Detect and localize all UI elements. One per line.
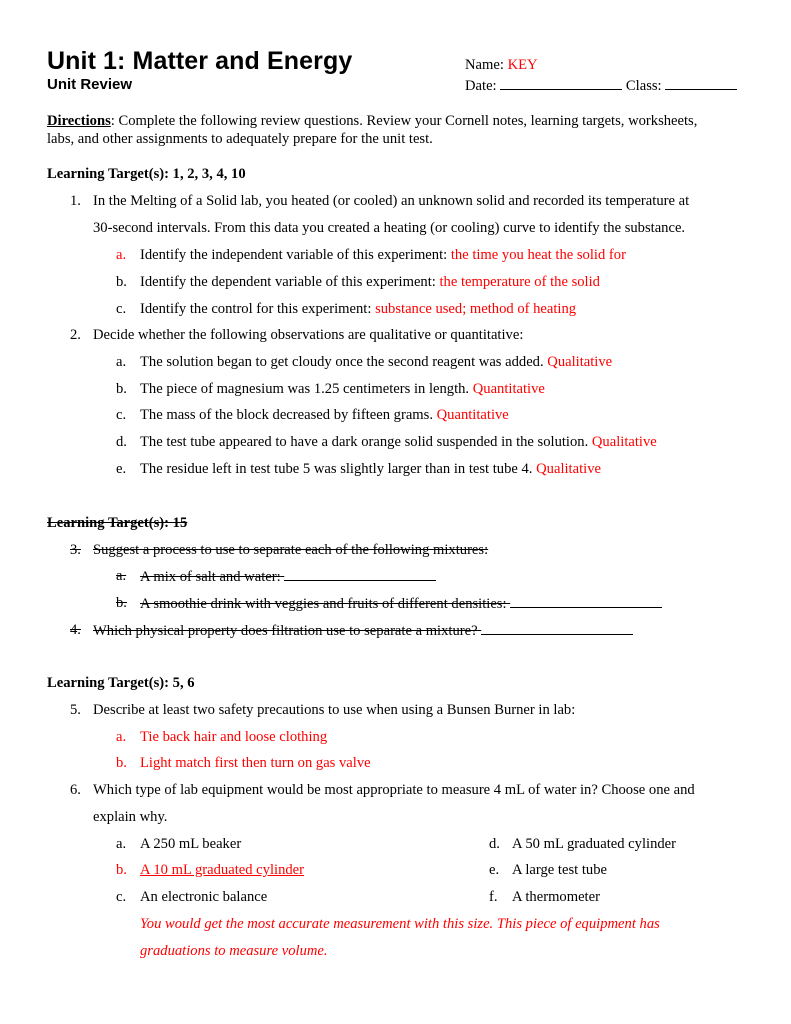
q3-item-blank	[510, 595, 662, 608]
q3-item-b	[140, 595, 662, 613]
q2-item-d	[140, 434, 657, 451]
question-3-number: 3.	[70, 542, 81, 558]
q2-item-answer: Qualitative	[591, 434, 657, 450]
directions-label: Directions	[47, 113, 111, 129]
q5-answer-b: Light match first then turn on gas valve	[140, 755, 371, 771]
class-label: Class:	[625, 78, 662, 94]
q2-item-answer: Qualitative	[547, 354, 613, 370]
q1-item-text: Identify the dependent variable of this experiment:	[140, 274, 436, 290]
q1-item-answer: the temperature of the solid	[439, 274, 600, 290]
question-6-text-line2: explain why.	[93, 809, 168, 825]
question-1-text-line1: In the Melting of a Solid lab, you heated (or cooled) an unknown solid and recorded its temperature at	[93, 193, 690, 209]
q6-option-e: A large test tube	[512, 862, 607, 878]
question-6-text-line1: Which type of lab equipment would be most appropriate to measure 4 mL of water in? Choose one and	[93, 782, 695, 798]
q5-answer-a: Tie back hair and loose clothing	[140, 729, 328, 745]
q1-item-a	[140, 247, 626, 264]
q3-item-letter: b.	[116, 595, 127, 611]
q3-item-blank	[284, 568, 436, 581]
question-4-text: Which physical property does filtration use to separate a mixture?	[93, 623, 478, 639]
q2-item-letter: c.	[116, 407, 127, 423]
q6-option-letter: f.	[489, 889, 498, 905]
q5-item-letter: b.	[116, 755, 127, 771]
question-6-number: 6.	[70, 782, 81, 798]
question-1-text-line2: 30-second intervals. From this data you created a heating (or cooling) curve to identify the substance.	[93, 220, 686, 236]
date-class-field	[465, 77, 737, 95]
question-4	[93, 622, 633, 640]
q1-item-letter: b.	[116, 274, 127, 290]
directions-text-line1: : Complete the following review questions. Review your Cornell notes, learning targets, worksheets,	[110, 113, 698, 129]
page-subtitle: Unit Review	[47, 76, 133, 93]
name-field	[465, 57, 538, 74]
q2-item-text: The solution began to get cloudy once the second reagent was added.	[140, 354, 544, 370]
q6-option-f: A thermometer	[512, 889, 600, 905]
q2-item-letter: e.	[116, 461, 127, 477]
date-label: Date:	[465, 78, 497, 94]
learning-target-heading-2: Learning Target(s): 15	[47, 515, 188, 531]
q2-item-answer: Quantitative	[472, 381, 545, 397]
q6-explanation-line2: graduations to measure volume.	[140, 943, 328, 959]
q6-option-letter: e.	[489, 862, 500, 878]
question-4-number: 4.	[70, 622, 81, 638]
q2-item-a	[140, 354, 612, 371]
q1-item-b	[140, 274, 600, 291]
q3-item-text: A mix of salt and water:	[140, 569, 281, 585]
page-title: Unit 1: Matter and Energy	[47, 47, 353, 75]
directions	[47, 113, 697, 130]
q6-option-letter: b.	[116, 862, 127, 878]
q2-item-b	[140, 381, 545, 398]
q2-item-text: The mass of the block decreased by fifteen grams.	[140, 407, 433, 423]
q5-item-letter: a.	[116, 729, 127, 745]
q2-item-text: The piece of magnesium was 1.25 centimeters in length.	[140, 381, 470, 397]
q6-option-letter: c.	[116, 889, 127, 905]
question-5-text: Describe at least two safety precautions to use when using a Bunsen Burner in lab:	[93, 702, 576, 718]
q3-item-a	[140, 568, 436, 586]
q1-item-answer: the time you heat the solid for	[450, 247, 626, 263]
date-blank	[500, 77, 622, 90]
name-label: Name:	[465, 57, 504, 73]
q1-item-letter: c.	[116, 301, 127, 317]
q2-item-text: The residue left in test tube 5 was slightly larger than in test tube 4.	[140, 461, 533, 477]
q1-item-text: Identify the independent variable of this experiment:	[140, 247, 448, 263]
name-value: KEY	[507, 57, 538, 73]
learning-target-heading-3: Learning Target(s): 5, 6	[47, 675, 195, 691]
q6-explanation-line1: You would get the most accurate measurement with this size. This piece of equipment has	[140, 916, 660, 932]
q2-item-letter: b.	[116, 381, 127, 397]
question-2-number: 2.	[70, 327, 81, 343]
q2-item-text: The test tube appeared to have a dark orange solid suspended in the solution.	[140, 434, 589, 450]
q3-item-text: A smoothie drink with veggies and fruits of different densities:	[140, 596, 507, 612]
q1-item-c	[140, 301, 576, 318]
class-blank	[665, 77, 737, 90]
learning-target-heading-1: Learning Target(s): 1, 2, 3, 4, 10	[47, 166, 246, 182]
q2-item-answer: Qualitative	[536, 461, 601, 477]
q2-item-letter: d.	[116, 434, 127, 450]
q6-option-b-selected: A 10 mL graduated cylinder	[140, 862, 304, 878]
question-2-text: Decide whether the following observations are qualitative or quantitative:	[93, 327, 524, 343]
q3-item-letter: a.	[116, 568, 127, 584]
q2-item-e	[140, 461, 601, 478]
q1-item-letter: a.	[116, 247, 127, 263]
directions-text-line2: labs, and other assignments to adequately prepare for the unit test.	[47, 131, 433, 147]
question-4-blank	[481, 622, 633, 635]
q6-option-letter: d.	[489, 836, 500, 852]
q6-option-a: A 250 mL beaker	[140, 836, 242, 852]
q6-option-c: An electronic balance	[140, 889, 268, 905]
question-1-number: 1.	[70, 193, 81, 209]
q6-option-letter: a.	[116, 836, 127, 852]
q1-item-answer: substance used; method of heating	[375, 301, 577, 317]
q1-item-text: Identify the control for this experiment:	[140, 301, 372, 317]
q2-item-c	[140, 407, 509, 424]
question-3-text: Suggest a process to use to separate each of the following mixtures:	[93, 542, 489, 558]
q2-item-letter: a.	[116, 354, 127, 370]
q2-item-answer: Quantitative	[436, 407, 509, 423]
question-5-number: 5.	[70, 702, 81, 718]
q6-option-d: A 50 mL graduated cylinder	[512, 836, 676, 852]
